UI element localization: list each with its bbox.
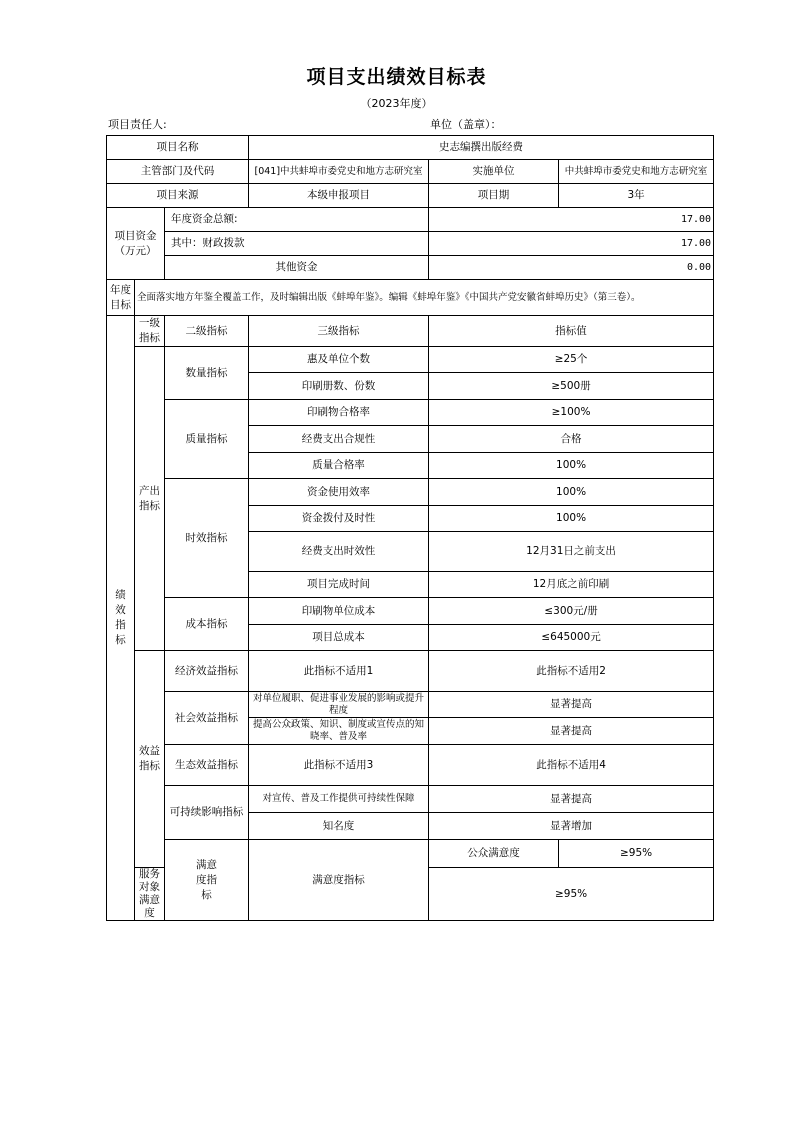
indicator-value: 100% — [429, 453, 714, 479]
row-dept — [107, 160, 714, 184]
indicator-name: 对宣传、普及工作提供可持续性保障 — [249, 786, 429, 813]
indicator-value: ≥500册 — [429, 373, 714, 400]
indicator-name: 印刷册数、份数 — [249, 373, 429, 400]
dept-value: [041]中共蚌埠市委党史和地方志研究室 — [249, 160, 429, 184]
indicator-name: 此指标不适用1 — [249, 651, 429, 692]
funds-label: 项目资金 （万元） — [107, 208, 165, 280]
indicator-value: 显著提高 — [429, 692, 714, 718]
col-level3: 三级指标 — [249, 316, 429, 347]
responsible-person-label: 项目责任人: — [108, 118, 167, 131]
row-source — [107, 184, 714, 208]
funds-other-value: 0.00 — [429, 256, 714, 280]
period-value: 3年 — [559, 184, 714, 208]
indicator-value: 12月31日之前支出 — [429, 532, 714, 572]
indicator-name: 资金使用效率 — [249, 479, 429, 506]
indicator-name: 服务对象满意度 — [135, 868, 165, 921]
sustainable-indicators-label: 可持续影响指标 — [165, 786, 249, 840]
indicator-value: ≥25个 — [429, 347, 714, 373]
table-row — [107, 400, 714, 426]
indicator-value: 合格 — [429, 426, 714, 453]
quantity-indicators-label: 数量指标 — [165, 347, 249, 400]
indicator-name: 惠及单位个数 — [249, 347, 429, 373]
col-level2: 二级指标 — [165, 316, 249, 347]
indicator-name: 项目总成本 — [249, 625, 429, 651]
indicator-value: ≤645000元 — [429, 625, 714, 651]
table-row — [107, 479, 714, 506]
row-annual-goal — [107, 280, 714, 316]
funds-total-value: 17.00 — [429, 208, 714, 232]
funds-other-label: 其他资金 — [165, 256, 429, 280]
indicator-name: 知名度 — [249, 813, 429, 840]
indicator-name: 公众满意度 — [429, 840, 559, 868]
row-indicator-header — [107, 316, 714, 347]
performance-target-table — [106, 135, 714, 921]
indicator-name: 质量合格率 — [249, 453, 429, 479]
cost-indicators-label: 成本指标 — [165, 598, 249, 651]
table-row — [107, 692, 714, 718]
output-indicators-label: 产出 指标 — [135, 347, 165, 651]
row-funds-other — [107, 256, 714, 280]
indicator-value: ≤300元/册 — [429, 598, 714, 625]
indicator-name: 印刷物合格率 — [249, 400, 429, 426]
timeliness-indicators-label: 时效指标 — [165, 479, 249, 598]
fiscal-year: （2023年度） — [360, 97, 433, 110]
indicator-name: 对单位履职、促进事业发展的影响或提升程度 — [249, 692, 429, 718]
impl-label: 实施单位 — [429, 160, 559, 184]
indicator-value: 显著增加 — [429, 813, 714, 840]
table-row — [107, 347, 714, 373]
col-value: 指标值 — [429, 316, 714, 347]
satisfaction-indicators-label: 满意 度指 标 — [165, 840, 249, 921]
project-name-value: 史志编撰出版经费 — [249, 136, 714, 160]
indicator-value: ≥100% — [429, 400, 714, 426]
unit-seal-label: 单位（盖章）： — [430, 118, 502, 131]
satisfaction-level2-label: 满意度指标 — [249, 840, 429, 921]
indicator-value: 显著提高 — [429, 786, 714, 813]
social-indicators-label: 社会效益指标 — [165, 692, 249, 745]
funds-fiscal-value: 17.00 — [429, 232, 714, 256]
funds-total-label: 年度资金总额: — [165, 208, 429, 232]
dept-label: 主管部门及代码 — [107, 160, 249, 184]
source-value: 本级申报项目 — [249, 184, 429, 208]
indicator-name: 资金拨付及时性 — [249, 506, 429, 532]
indicator-name: 经费支出合规性 — [249, 426, 429, 453]
indicator-name: 提高公众政策、知识、制度或宣传点的知晓率、普及率 — [249, 718, 429, 745]
indicator-value: ≥95% — [559, 840, 714, 868]
annual-goal-text: 全面落实地方年鉴全覆盖工作，及时编辑出版《蚌埠年鉴》。编辑《蚌埠年鉴》《中国共产党安徽省蚌埠历史》（第三卷）。 — [135, 280, 714, 316]
col-level1: 一级 指标 — [135, 316, 165, 347]
indicator-value: ≥95% — [429, 868, 714, 921]
table-row — [107, 786, 714, 813]
source-label: 项目来源 — [107, 184, 249, 208]
quality-indicators-label: 质量指标 — [165, 400, 249, 479]
indicator-value: 12月底之前印刷 — [429, 572, 714, 598]
performance-indicators-label: 绩 效 指 标 — [107, 316, 135, 921]
indicator-name: 此指标不适用3 — [249, 745, 429, 786]
indicator-value: 显著提高 — [429, 718, 714, 745]
period-label: 项目期 — [429, 184, 559, 208]
indicator-value: 此指标不适用2 — [429, 651, 714, 692]
indicator-value: 100% — [429, 506, 714, 532]
funds-fiscal-label: 其中：财政拨款 — [165, 232, 429, 256]
indicator-name: 印刷物单位成本 — [249, 598, 429, 625]
row-funds-total — [107, 208, 714, 232]
indicator-value: 此指标不适用4 — [429, 745, 714, 786]
table-row — [107, 840, 714, 868]
table-row — [107, 745, 714, 786]
table-row — [107, 598, 714, 625]
impl-value: 中共蚌埠市委党史和地方志研究室 — [559, 160, 714, 184]
row-funds-fiscal — [107, 232, 714, 256]
indicator-name: 经费支出时效性 — [249, 532, 429, 572]
economic-indicators-label: 经济效益指标 — [165, 651, 249, 692]
indicator-value: 100% — [429, 479, 714, 506]
project-name-label: 项目名称 — [107, 136, 249, 160]
ecological-indicators-label: 生态效益指标 — [165, 745, 249, 786]
page-title: 项目支出绩效目标表 — [306, 66, 487, 88]
benefit-indicators-label: 效益 指标 — [135, 651, 165, 868]
annual-goal-label: 年度 目标 — [107, 280, 135, 316]
table-row — [107, 651, 714, 692]
indicator-name: 项目完成时间 — [249, 572, 429, 598]
row-project-name — [107, 136, 714, 160]
